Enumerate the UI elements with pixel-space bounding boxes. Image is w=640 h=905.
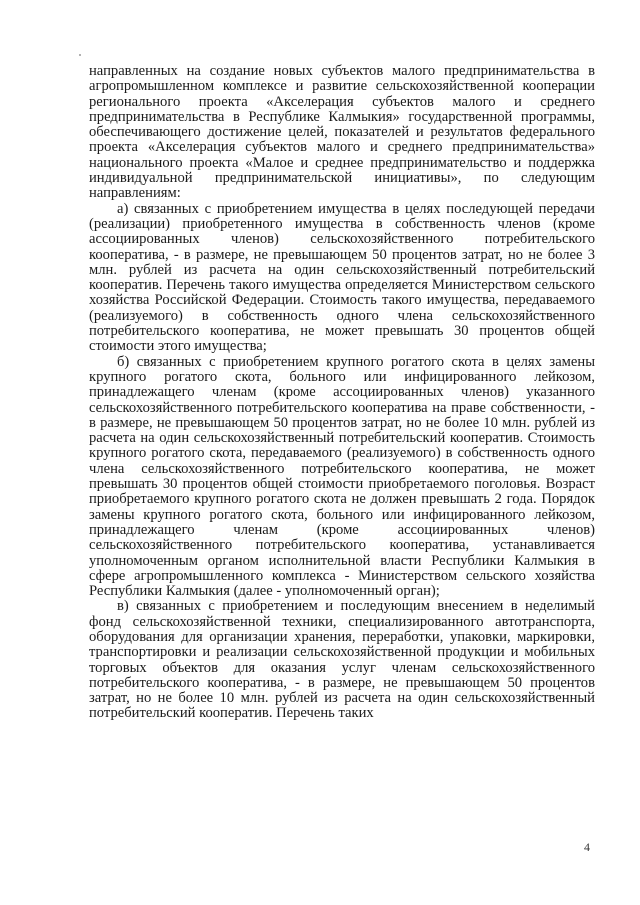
page-number: 4: [584, 840, 590, 854]
paragraph-continuation: направленных на создание новых субъектов малого предпринимательства в агропромышленном комплексе и развитие сельскохозяйственной кооперации регионального проекта «Акселерация субъектов малого и среднего предпринимательства в Республике Калмыкия» государственной программы, обеспечивающего достижение целей, показателей и результатов федерального проекта «Акселерация субъектов малого и среднего предпринимательства» национального проекта «Малое и среднее предпринимательство и поддержка индивидуальной предпринимательской инициативы», по следующим направлениям:: [89, 63, 595, 202]
scan-speck: [79, 54, 81, 56]
paragraph-item-v: в) связанных с приобретением и последующим внесением в неделимый фонд сельскохозяйственной техники, специализированного автотранспорта, оборудования для организации хранения, переработки, упаковки, маркировки, транспортировки и реализации сельскохозяйственной продукции и мобильных торговых объектов для оказания услуг членам сельскохозяйственного потребительского кооператива, - в размере, не превышающем 50 процентов затрат, но не более 10 млн. рублей из расчета на один сельскохозяйственный потребительский кооператив. Перечень таких: [89, 598, 595, 722]
paragraph-item-b: б) связанных с приобретением крупного рогатого скота в целях замены крупного рогатого скота, больного или инфицированного лейкозом, принадлежащего членам (кроме ассоциированных членов) указанного сельскохозяйственного потребительского кооператива на праве собственности, - в размере, не превышающем 50 процентов затрат, но не более 10 млн. рублей из расчета на один сельскохозяйственный потребительский кооператив. Стоимость крупного рогатого скота, передаваемого (реализуемого) в собственность одного члена сельскохозяйственного потребительского кооператива, не может превышать 30 процентов общей стоимости приобретаемого поголовья. Возраст приобретаемого крупного рогатого скота не должен превышать 2 года. Порядок замены крупного рогатого скота, больного или инфицированного лейкозом, принадлежащего членам (кроме ассоциированных членов) сельскохозяйственного потребительского кооператива, устанавливается уполномоченным органом исполнительной власти Республики Калмыкия в сфере агропромышленного комплекса - Министерством сельского хозяйства Республики Калмыкия (далее - уполномоченный орган);: [89, 353, 595, 600]
document-body: [89, 64, 595, 722]
paragraph-item-a: а) связанных с приобретением имущества в целях последующей передачи (реализации) приобретенного имущества в собственность членов (кроме ассоциированных членов) сельскохозяйственного потребительского кооператива, - в размере, не превышающем 50 процентов затрат, но не более 3 млн. рублей из расчета на один сельскохозяйственный потребительский кооператив. Перечень такого имущества определяется Министерством сельского хозяйства Российской Федерации. Стоимость такого имущества, передаваемого (реализуемого) в собственность одного члена сельскохозяйственного потребительского кооператива, не может превышать 30 процентов общей стоимости этого имущества;: [89, 200, 595, 355]
